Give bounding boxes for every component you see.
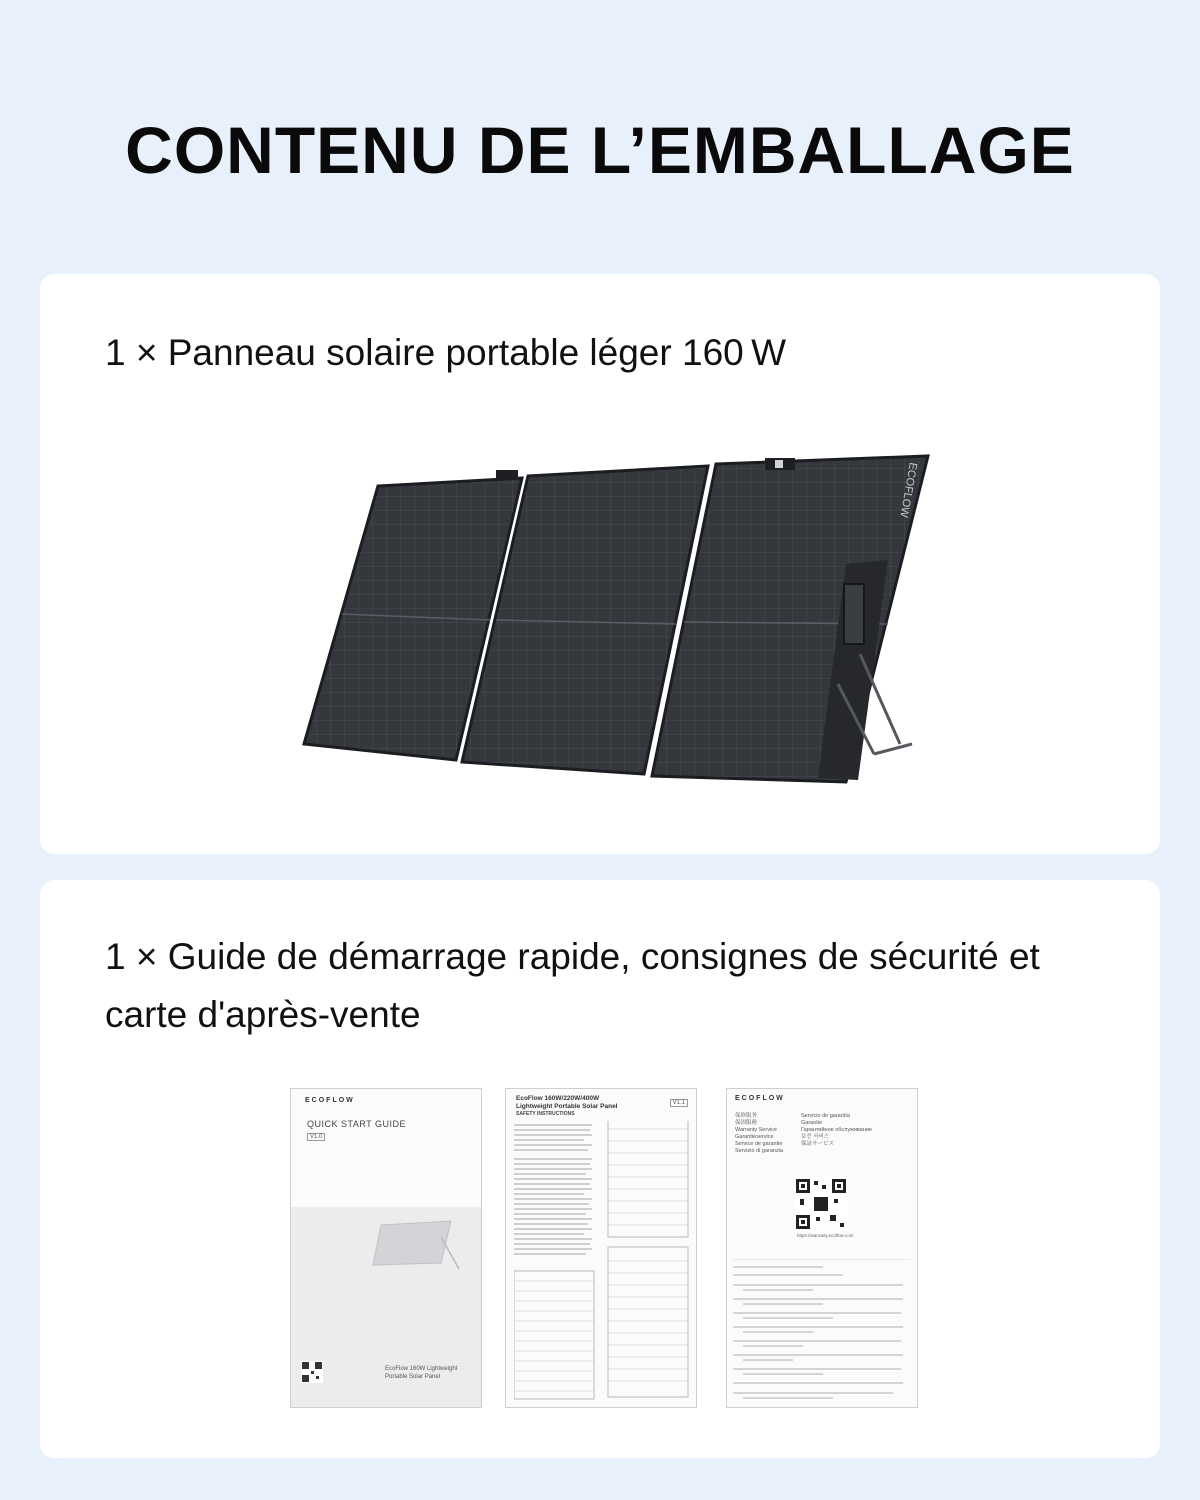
warranty-service-label: 保修服务 [735,1113,758,1119]
warranty-card-image [726,1088,918,1408]
doc-brand-logo: ECOFLOW [305,1097,355,1104]
package-item-card-documents [40,880,1160,1458]
package-item-card-solar-panel [40,274,1160,854]
safety-instructions-image [505,1088,697,1408]
doc-product-name: EcoFlow 160W Lightweight Portable Solar Panel [385,1366,458,1380]
doc-version-badge: V1.0 [307,1133,325,1141]
quick-start-guide-image [290,1088,482,1408]
page-title: CONTENU DE L’EMBALLAGE [125,113,1075,187]
doc-text-lines [514,1121,690,1403]
warranty-service-label: Гарантийное обслуживание [801,1127,872,1133]
qr-code-icon [794,1177,848,1236]
warranty-services-right [801,1113,872,1148]
item-label-documents: 1 × Guide de démarrage rapide, consignes de sécurité et carte d'après-vente [105,936,1040,1035]
doc-brand-logo: ECOFLOW [735,1095,785,1102]
warranty-services-left [735,1113,783,1155]
solar-panel-image [260,454,940,794]
item-label-solar-panel: 1 × Panneau solaire portable léger 160 W [105,332,787,373]
doc-text-lines [733,1259,911,1405]
warranty-service-label: Service de garantie [735,1141,783,1147]
warranty-service-label: Garantieservice [735,1134,774,1140]
warranty-url: https://warranty.ecoflow.com [797,1233,854,1238]
doc-quick-start-title: QUICK START GUIDE [307,1119,407,1129]
warranty-service-label: Warranty Service [735,1127,777,1133]
doc-safety-section: SAFETY INSTRUCTIONS [516,1111,575,1117]
warranty-service-label: 保固服務 [735,1120,758,1126]
warranty-service-label: 보증 서비스 [801,1134,830,1140]
warranty-service-label: Servicio de garantía [801,1113,850,1119]
panel-brand-text: ECOFLOW [897,461,919,519]
warranty-service-label: Servizio di garanzia [735,1148,783,1154]
qr-code-icon [301,1361,323,1388]
doc-safety-heading: EcoFlow 160W/220W/400W Lightweight Portable Solar Panel [516,1095,618,1110]
doc-version-badge: V1.1 [670,1099,688,1107]
warranty-service-label: 保証サービス [801,1141,835,1147]
warranty-service-label: Garantie [801,1120,823,1126]
